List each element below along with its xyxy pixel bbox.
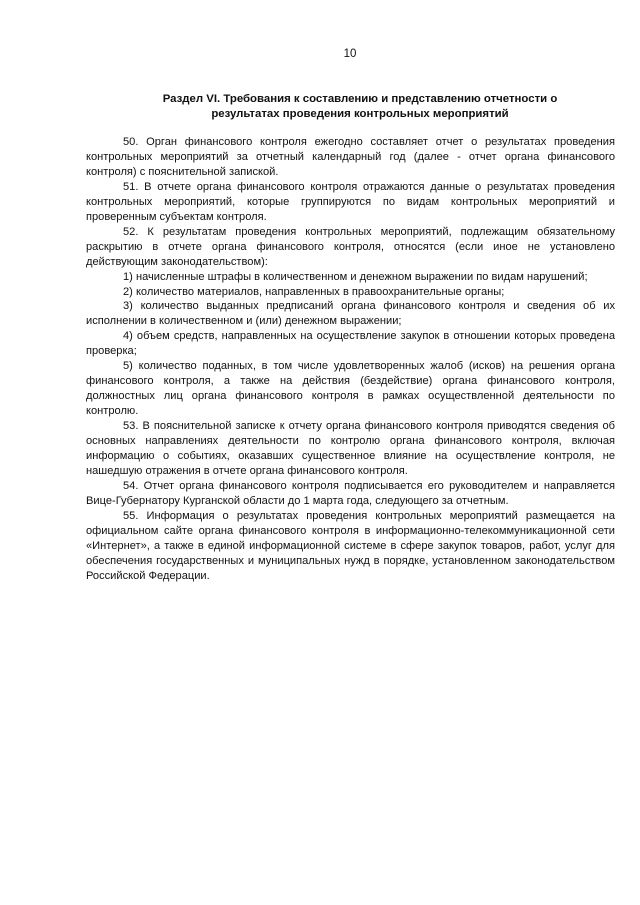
page-number: 10 bbox=[343, 48, 357, 60]
paragraph-54: 54. Отчет органа финансового контроля подписывается его руководителем и направляется Вице-Губернатору Курганской области до 1 марта года, следующего за отчетным. bbox=[86, 479, 615, 507]
list-item-4: 4) объем средств, направленных на осуществление закупок в отношении которых проведена проверка; bbox=[86, 330, 615, 358]
list-item-5: 5) количество поданных, в том числе удовлетворенных жалоб (исков) на решения органа финансового контроля, а также на действия (бездействие) органа финансового контроля, должностных лиц органа финансового контроля в рамках осуществленной деятельности по контролю. bbox=[86, 360, 615, 418]
section-heading-line-2: результатах проведения контрольных мероприятий bbox=[211, 107, 509, 120]
document-body bbox=[86, 135, 615, 584]
paragraph-52: 52. К результатам проведения контрольных мероприятий, подлежащим обязательному раскрытию в отчете органа финансового контроля, относятся (если иное не установлено действующим законодательством): bbox=[86, 225, 615, 268]
list-item-3: 3) количество выданных предписаний органа финансового контроля и сведения об их исполнении в количественном и (или) денежном выражении; bbox=[86, 300, 615, 328]
list-item-1: 1) начисленные штрафы в количественном и денежном выражении по видам нарушений; bbox=[123, 270, 588, 283]
paragraph-50: 50. Орган финансового контроля ежегодно составляет отчет о результатах проведения контрольных мероприятий за отчетный календарный год (далее - отчет органа финансового контроля) с пояснительной запиской. bbox=[86, 136, 615, 178]
section-heading bbox=[120, 92, 600, 122]
paragraph-55: 55. Информация о результатах проведения контрольных мероприятий размещается на официальном сайте органа финансового контроля в информационно-телекоммуникационной сети «Интернет», а также в единой информационной системе в сфере закупок товаров, работ, услуг для обеспечения государственных и муниципальных нужд в порядке, установленном законодательством Российской Федерации. bbox=[86, 509, 615, 582]
section-heading-line-1: Раздел VI. Требования к составлению и представлению отчетности о bbox=[162, 93, 558, 105]
list-item-2: 2) количество материалов, направленных в правоохранительные органы; bbox=[123, 285, 505, 298]
paragraph-53: 53. В пояснительной записке к отчету органа финансового контроля приводятся сведения об основных направлениях деятельности по контролю органа финансового контроля, включая информацию о событиях, оказавших существенное влияние на осуществление контроля, не нашедшую отражения в отчете органа финансового контроля. bbox=[86, 420, 615, 477]
paragraph-51: 51. В отчете органа финансового контроля отражаются данные о результатах проведения контрольных мероприятий, которые группируются по видам контрольных мероприятий и проверенным субъектам контроля. bbox=[86, 180, 615, 223]
